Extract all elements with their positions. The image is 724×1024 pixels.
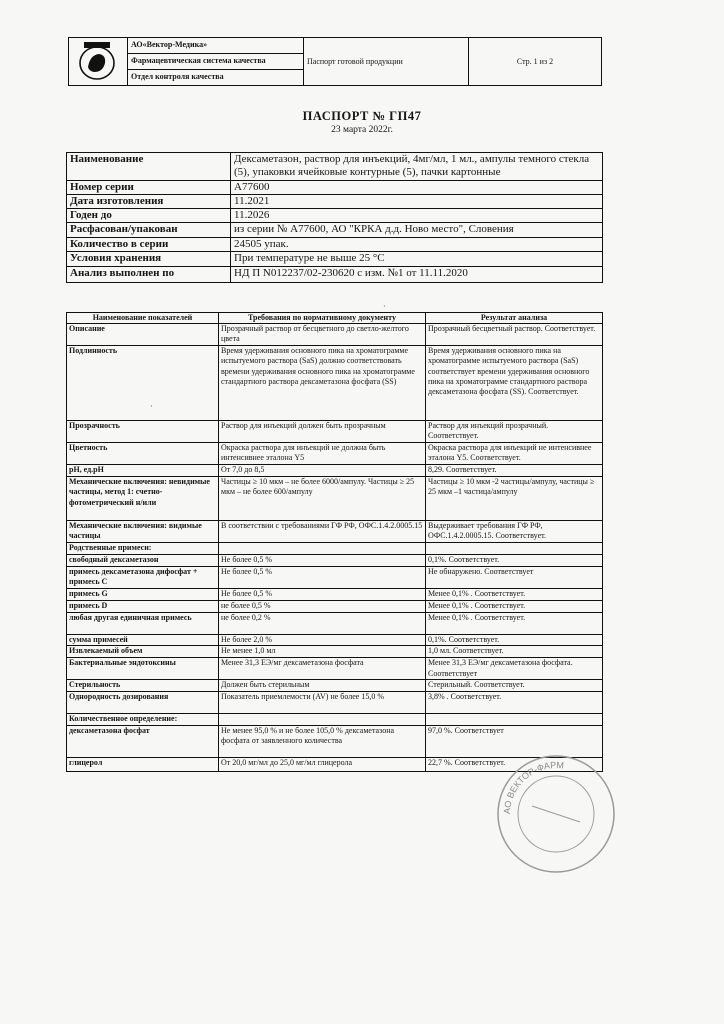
info-value: 24505 упак. <box>231 238 603 252</box>
info-key: Условия хранения <box>67 252 231 267</box>
requirement-cell: Не более 0,5 % <box>219 555 426 567</box>
table-row <box>67 646 603 658</box>
requirement-cell: В соответствии с требованиями ГФ РФ, ОФС.1.4.2.0005.15 <box>219 521 426 543</box>
info-key: Расфасован/упакован <box>67 223 231 238</box>
document-header <box>68 37 602 86</box>
info-row <box>67 195 603 209</box>
result-cell: 97,0 %. Соответствует <box>426 725 603 757</box>
table-row <box>67 680 603 691</box>
result-cell: 8,29. Соответствует. <box>426 465 603 477</box>
table-row <box>67 567 603 589</box>
requirement-cell: Должен быть стерильным <box>219 680 426 691</box>
requirement-cell: Не более 0,5 % <box>219 589 426 601</box>
table-row <box>67 465 603 477</box>
info-key: Количество в серии <box>67 238 231 252</box>
info-row <box>67 252 603 267</box>
round-stamp-icon <box>492 750 620 878</box>
table-row <box>67 613 603 635</box>
info-row <box>67 267 603 283</box>
requirement-cell <box>219 543 426 555</box>
product-info-table <box>66 152 603 283</box>
info-value: A77600 <box>231 181 603 195</box>
result-cell: 0,1%. Соответствует. <box>426 635 603 646</box>
section-row <box>67 543 603 555</box>
indicator-cell: Цветность <box>67 443 219 465</box>
result-cell: Менее 31,3 ЕЭ/мг дексаметазона фосфата. Соответствует <box>426 658 603 680</box>
indicator-cell: Родственные примеси: <box>67 543 219 555</box>
indicator-cell: pH, ед.рН <box>67 465 219 477</box>
document-date: 23 марта 2022г. <box>331 125 393 135</box>
info-row <box>67 238 603 252</box>
requirement-cell: Показатель приемлемости (AV) не более 15,0 % <box>219 691 426 713</box>
table-row <box>67 555 603 567</box>
requirement-cell: Прозрачный раствор от бесцветного до светло-желтого цвета <box>219 324 426 346</box>
result-cell: Частицы ≥ 10 мкм -2 частицы/ампулу, частицы ≥ 25 мкм –1 частица/ампулу <box>426 477 603 521</box>
indicator-cell: Подлинность <box>67 346 219 421</box>
indicator-cell: любая другая единичная примесь <box>67 613 219 635</box>
scan-mark: · <box>150 402 153 411</box>
table-row <box>67 346 603 421</box>
table-row <box>67 421 603 443</box>
info-value: НД П N012237/02-230620 с изм. №1 от 11.11.2020 <box>231 267 603 283</box>
requirement-cell: Окраска раствора для инъекций не должна быть интенсивнее эталона Y5 <box>219 443 426 465</box>
scan-mark: · <box>383 302 386 311</box>
company-name: АО«Вектор-Медика» <box>128 38 304 54</box>
info-key: Номер серии <box>67 181 231 195</box>
requirement-cell: Не менее 95,0 % и не более 105,0 % дексаметазона фосфата от заявленного количества <box>219 725 426 757</box>
requirement-cell: От 20,0 мг/мл до 25,0 мг/мл глицерола <box>219 757 426 771</box>
indicator-cell: Описание <box>67 324 219 346</box>
indicator-cell: Прозрачность <box>67 421 219 443</box>
table-row <box>67 589 603 601</box>
result-cell: Менее 0,1% . Соответствует. <box>426 589 603 601</box>
info-key: Анализ выполнен по <box>67 267 231 283</box>
indicator-cell: Стерильность <box>67 680 219 691</box>
info-value: из серии № A77600, АО "КРКА д.д. Ново место", Словения <box>231 223 603 238</box>
info-row <box>67 181 603 195</box>
table-row <box>67 635 603 646</box>
indicator-cell: Бактериальные эндотоксины <box>67 658 219 680</box>
requirement-cell: не более 0,5 % <box>219 601 426 613</box>
table-row <box>67 521 603 543</box>
result-cell: 22,7 %. Соответствует. <box>426 757 603 771</box>
info-value: При температуре не выше 25 °С <box>231 252 603 267</box>
result-cell: Стерильный. Соответствует. <box>426 680 603 691</box>
indicator-cell: примесь D <box>67 601 219 613</box>
result-cell: Прозрачный бесцветный раствор. Соответствует. <box>426 324 603 346</box>
table-row <box>67 324 603 346</box>
col-header-requirement: Требования по нормативному документу <box>219 313 426 324</box>
result-cell: Окраска раствора для инъекций не интенсивнее эталона Y5. Соответствует. <box>426 443 603 465</box>
requirement-cell: Не более 2,0 % <box>219 635 426 646</box>
info-row <box>67 223 603 238</box>
indicator-cell: глицерол <box>67 757 219 771</box>
info-value: 11.2021 <box>231 195 603 209</box>
table-row <box>67 601 603 613</box>
col-header-indicator: Наименование показателей <box>67 313 219 324</box>
doc-type: Паспорт готовой продукции <box>304 38 469 86</box>
result-cell: Раствор для инъекций прозрачный. Соответствует. <box>426 421 603 443</box>
requirement-cell: Менее 31,3 ЕЭ/мг дексаметазона фосфата <box>219 658 426 680</box>
table-row <box>67 658 603 680</box>
requirement-cell <box>219 713 426 725</box>
info-value: Дексаметазон, раствор для инъекций, 4мг/мл, 1 мл., ампулы темного стекла (5), упаковки ячейковые контурные (5), пачки картонные <box>231 153 603 181</box>
result-cell <box>426 713 603 725</box>
requirement-cell: От 7,0 до 8,5 <box>219 465 426 477</box>
result-cell: 1,0 мл. Соответствует. <box>426 646 603 658</box>
requirement-cell: Не менее 1,0 мл <box>219 646 426 658</box>
company-logo-icon <box>75 41 119 81</box>
quality-system: Фармацевтическая система качества <box>128 54 304 70</box>
indicator-cell: Механические включения: невидимые частицы, метод 1: счетно-фотометрический н/или <box>67 477 219 521</box>
indicator-cell: Извлекаемый объем <box>67 646 219 658</box>
page-number: Стр. 1 из 2 <box>469 38 602 86</box>
result-cell: Время удерживания основного пика на хроматограмме испытуемого раствора (SaS) соответствует времени удерживания основного пика на хроматограмме стандартного раствора дексаметазона фосфата (SS). Соответствует. <box>426 346 603 421</box>
analysis-table <box>66 312 603 772</box>
indicator-cell: Однородность дозирования <box>67 691 219 713</box>
info-value: 11.2026 <box>231 209 603 223</box>
result-cell: Менее 0,1% . Соответствует. <box>426 601 603 613</box>
info-key: Годен до <box>67 209 231 223</box>
quality-dept: Отдел контроля качества <box>128 70 304 86</box>
info-row <box>67 153 603 181</box>
table-header-row <box>67 313 603 324</box>
result-cell: Не обнаружено. Соответствует <box>426 567 603 589</box>
indicator-cell: Количественное определение: <box>67 713 219 725</box>
info-key: Наименование <box>67 153 231 181</box>
result-cell <box>426 543 603 555</box>
requirement-cell: Время удерживания основного пика на хроматограмме испытуемого раствора (SaS) должно соответствовать времени удерживания основного пика на хроматограмме стандартного раствора дексаметазона фосфата (SS) <box>219 346 426 421</box>
indicator-cell: дексаметазона фосфат <box>67 725 219 757</box>
result-cell: 0,1%. Соответствует. <box>426 555 603 567</box>
result-cell: 3,8% . Соответствует. <box>426 691 603 713</box>
requirement-cell: Раствор для инъекций должен быть прозрачным <box>219 421 426 443</box>
document-title: ПАСПОРТ № ГП47 <box>302 109 422 123</box>
info-key: Дата изготовления <box>67 195 231 209</box>
indicator-cell: примесь G <box>67 589 219 601</box>
indicator-cell: Механические включения: видимые частицы <box>67 521 219 543</box>
indicator-cell: сумма примесей <box>67 635 219 646</box>
table-row <box>67 477 603 521</box>
logo-cell <box>69 38 128 86</box>
col-header-result: Результат анализа <box>426 313 603 324</box>
result-cell: Выдерживает требования ГФ РФ, ОФС.1.4.2.0005.15. Соответствует. <box>426 521 603 543</box>
table-row <box>67 691 603 713</box>
requirement-cell: Не более 0,5 % <box>219 567 426 589</box>
indicator-cell: свободный дексаметазон <box>67 555 219 567</box>
stamp-text: АО ВЕКТОР-ФАРМ <box>501 759 565 815</box>
indicator-cell: примесь дексаметазона дифосфат + примесь С <box>67 567 219 589</box>
result-cell: Менее 0,1% . Соответствует. <box>426 613 603 635</box>
requirement-cell: Частицы ≥ 10 мкм – не более 6000/ампулу. Частицы ≥ 25 мкм – не более 600/ампулу <box>219 477 426 521</box>
requirement-cell: не более 0,2 % <box>219 613 426 635</box>
section-row <box>67 713 603 725</box>
info-row <box>67 209 603 223</box>
table-row <box>67 443 603 465</box>
